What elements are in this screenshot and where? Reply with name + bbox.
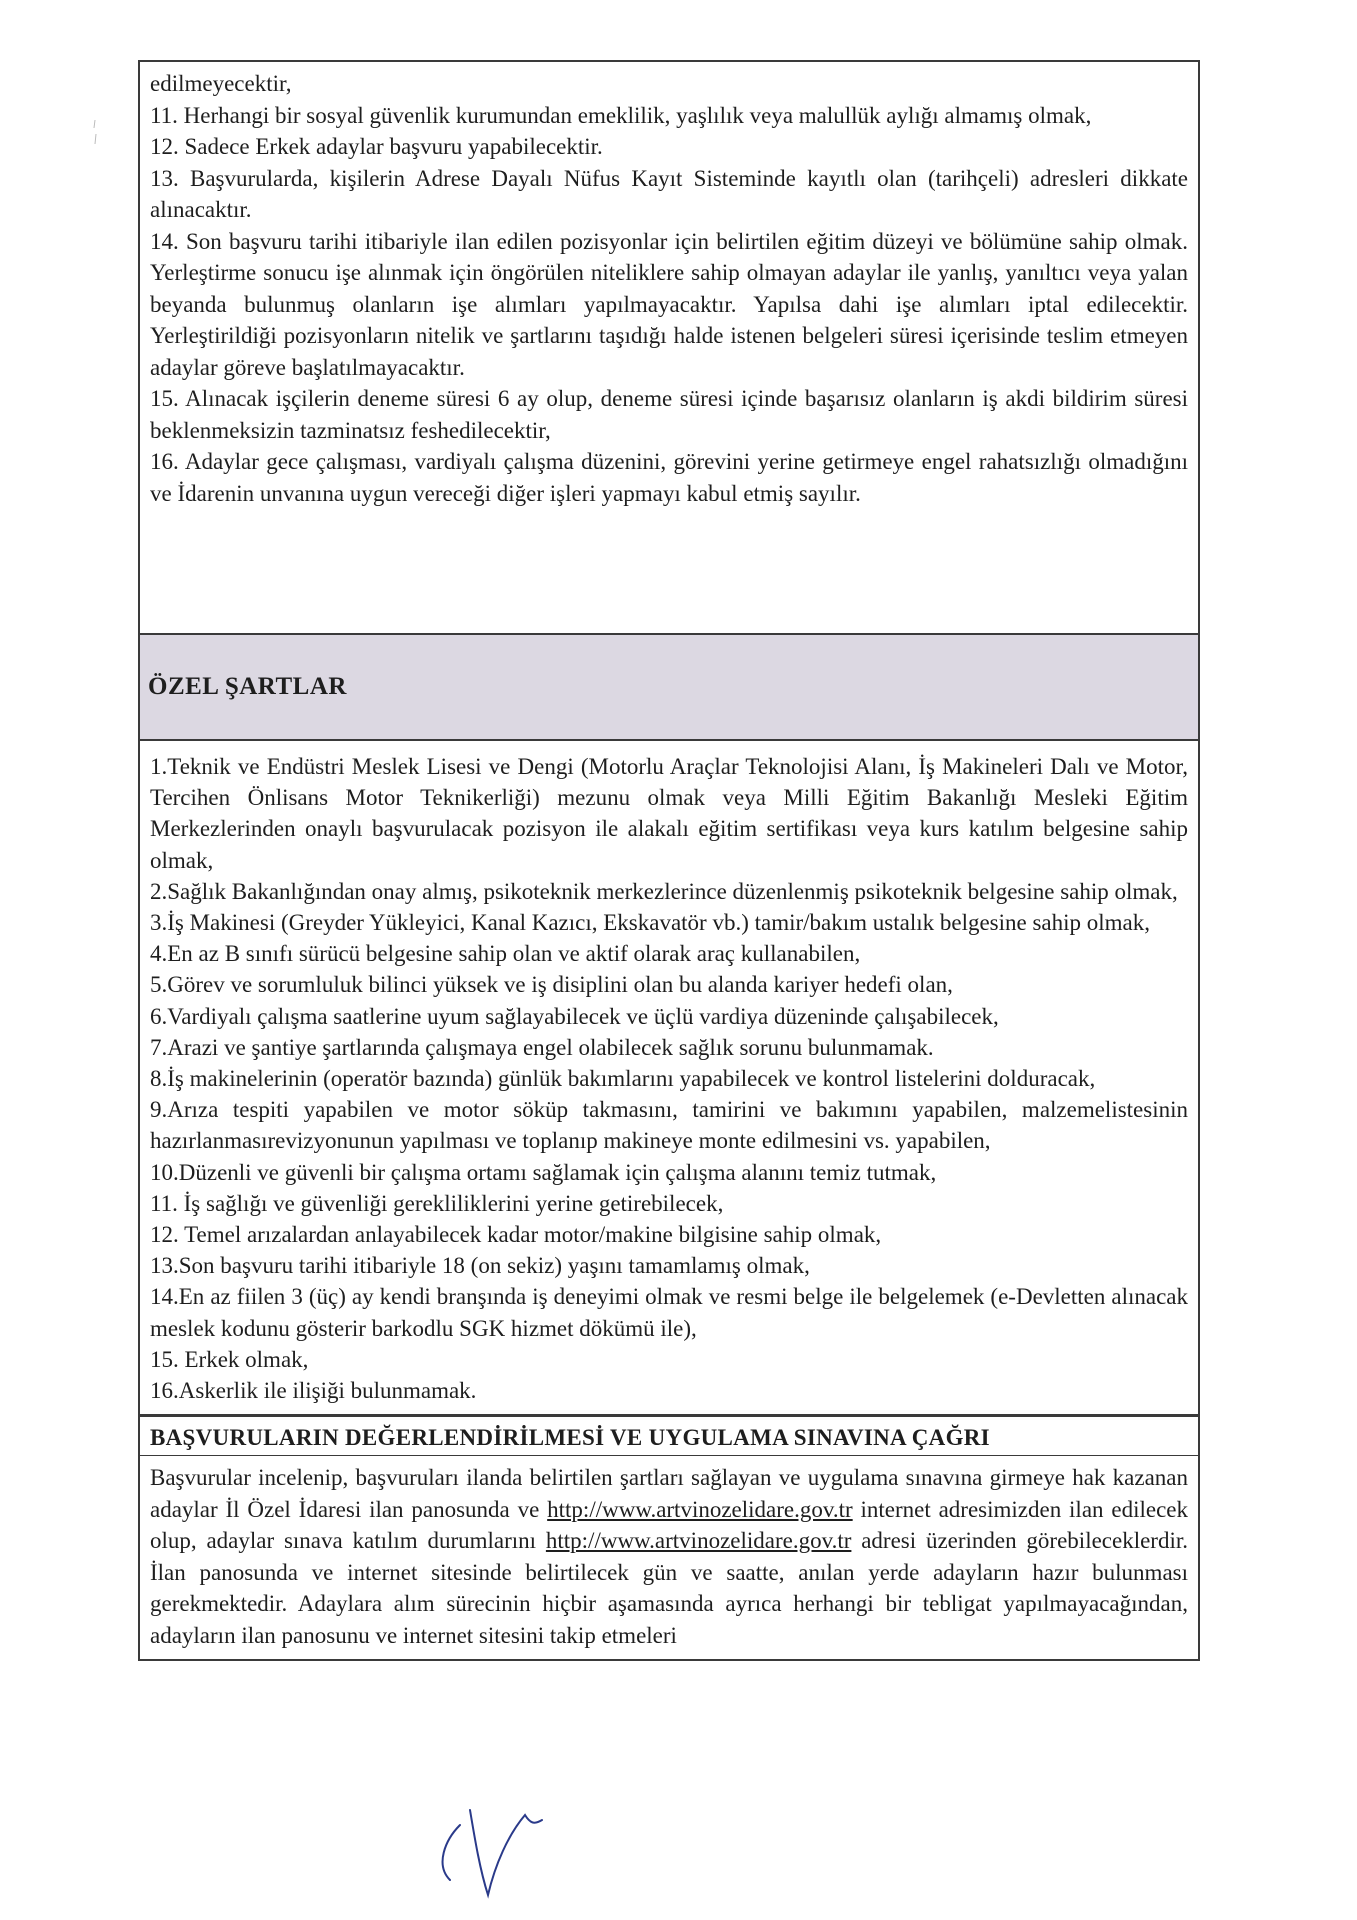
list-item: 10.Düzenli ve güvenli bir çalışma ortamı sağlamak için çalışma alanını temiz tutmak, — [150, 1159, 937, 1185]
website-link[interactable]: http://www.artvinozelidare.gov.tr — [547, 1496, 853, 1522]
section-title: BAŞVURULARIN DEĞERLENDİRİLMESİ VE UYGULAMA SINAVINA ÇAĞRI — [140, 1417, 1198, 1456]
evaluation-section — [138, 1416, 1200, 1661]
document-page — [138, 60, 1200, 1661]
list-item: 15. Erkek olmak, — [150, 1346, 309, 1372]
list-item: 11. İş sağlığı ve güvenliği gerekliliklerini yerine getirebilecek, — [150, 1190, 724, 1216]
list-item: 2.Sağlık Bakanlığından onay almış, psikoteknik merkezlerince düzenlenmiş psikoteknik belgesine sahip olmak, — [150, 878, 1178, 904]
handwritten-signature — [430, 1795, 570, 1905]
list-item: 6.Vardiyalı çalışma saatlerine uyum sağlayabilecek ve üçlü vardiya düzeninde çalışabilecek, — [150, 1003, 999, 1029]
evaluation-paragraph — [140, 1456, 1198, 1659]
list-item: 16.Askerlik ile ilişiği bulunmamak. — [150, 1378, 477, 1404]
list-item: 9.Arıza tespiti yapabilen ve motor söküp takmasını, tamirini ve bakımını yapabilen, malzemelistesinin hazırlanmasırevizyonunun yapılması ve toplanıp makineye monte edilmesini vs. yapabilen, — [150, 1097, 1188, 1154]
paragraph-text: internet adresimizden ilan edilecek olup, adaylar sınava katılım durumlarını — [150, 1496, 1188, 1554]
paragraph — [150, 1462, 1188, 1651]
list-item: 1.Teknik ve Endüstri Meslek Lisesi ve Dengi (Motorlu Araçlar Teknolojisi Alanı, İş Makineleri Dalı ve Motor, Tercihen Önlisans Motor Teknikerliği) mezunu olmak veya Milli Eğitim Bakanlığı Mesleki Eğitim Merkezlerinden onaylı başvurulacak pozisyon ile alakalı eğitim sertifikası veya kurs katılım belgesine sahip olmak, — [150, 754, 1188, 873]
list-item: 12. Temel arızalardan anlayabilecek kadar motor/makine bilgisine sahip olmak, — [150, 1222, 882, 1248]
special-conditions-header — [138, 635, 1200, 741]
list-item: 5.Görev ve sorumluluk bilinci yüksek ve iş disiplini olan bu alanda kariyer hedefi olan, — [150, 972, 953, 998]
list-item: 7.Arazi ve şantiye şartlarında çalışmaya engel olabilecek sağlık sorunu bulunmamak. — [150, 1034, 934, 1060]
list-item: 13.Son başvuru tarihi itibariyle 18 (on sekiz) yaşını tamamlamış olmak, — [150, 1253, 810, 1279]
list-item: 12. Sadece Erkek adaylar başvuru yapabilecektir. — [150, 134, 603, 159]
list-item: 3.İş Makinesi (Greyder Yükleyici, Kanal Kazıcı, Ekskavatör vb.) tamir/bakım ustalık belgesine sahip olmak, — [150, 910, 1151, 936]
paragraph-text: adresi üzerinden görebileceklerdir. İlan panosunda ve internet sitesinde belirtilecek gün ve saatte, anılan yerde adayların hazır bulunması gerekmektedir. Adaylara alım sürecinin hiçbir aşamasında ayrıca herhangi bir tebligat yapılmayacağından, adayların ilan panosunu ve internet sitesini takip etmeleri — [150, 1528, 1188, 1648]
website-link[interactable]: http://www.artvinozelidare.gov.tr — [545, 1528, 852, 1554]
list-item: 16. Adaylar gece çalışması, vardiyalı çalışma düzenini, görevini yerine getirmeye engel rahatsızlığı olmadığını ve İdarenin unvanına uygun vereceği diğer işleri yapmayı kabul etmiş sayılır. — [150, 449, 1188, 506]
list-item: edilmeyecektir, — [150, 71, 292, 96]
scan-artifact — [90, 118, 100, 148]
paragraph-text: Başvurular incelenip, başvuruları ilanda belirtilen şartları sağlayan ve uygulama sınavına girmeye hak kazanan adaylar İl Özel İdaresi ilan panosunda ve — [150, 1465, 1188, 1522]
list-item: 4.En az B sınıfı sürücü belgesine sahip olan ve aktif olarak araç kullanabilen, — [150, 941, 861, 967]
general-conditions-section — [138, 60, 1200, 635]
general-conditions-list — [140, 62, 1198, 517]
special-conditions-section — [138, 741, 1200, 1416]
list-item: 13. Başvurularda, kişilerin Adrese Dayalı Nüfus Kayıt Sisteminde kayıtlı olan (tarihçeli) adresleri dikkate alınacaktır. — [150, 165, 1188, 222]
list-item: 8.İş makinelerinin (operatör bazında) günlük bakımlarını yapabilecek ve kontrol listelerini dolduracak, — [150, 1066, 1096, 1092]
list-item: 14. Son başvuru tarihi itibariyle ilan edilen pozisyonlar için belirtilen eğitim düzeyi ve bölümüne sahip olmak. Yerleştirme sonucu işe alınmak için öngörülen niteliklere sahip olmayan adaylar ile yanlış, yanıltıcı veya yalan beyanda bulunmuş olanların işe alımları yapılmayacaktır. Yapılsa dahi işe alımları iptal edilecektir. Yerleştirildiği pozisyonların nitelik ve şartlarını taşıdığı halde istenen belgeleri süresi içerisinde teslim etmeyen adaylar göreve başlatılmayacaktır. — [150, 228, 1188, 380]
list-item: 14.En az fiilen 3 (üç) ay kendi branşında iş deneyimi olmak ve resmi belge ile belgelemek (e-Devletten alınacak meslek kodunu gösterir barkodlu SGK hizmet dökümü ile), — [150, 1284, 1188, 1341]
section-title: ÖZEL ŞARTLAR — [148, 673, 347, 700]
special-conditions-list — [140, 741, 1198, 1414]
list-item: 15. Alınacak işçilerin deneme süresi 6 ay olup, deneme süresi içinde başarısız olanların iş akdi bildirim süresi beklenmeksizin tazminatsız feshedilecektir, — [150, 386, 1188, 443]
list-item: 11. Herhangi bir sosyal güvenlik kurumundan emeklilik, yaşlılık veya malullük aylığı almamış olmak, — [150, 102, 1092, 128]
